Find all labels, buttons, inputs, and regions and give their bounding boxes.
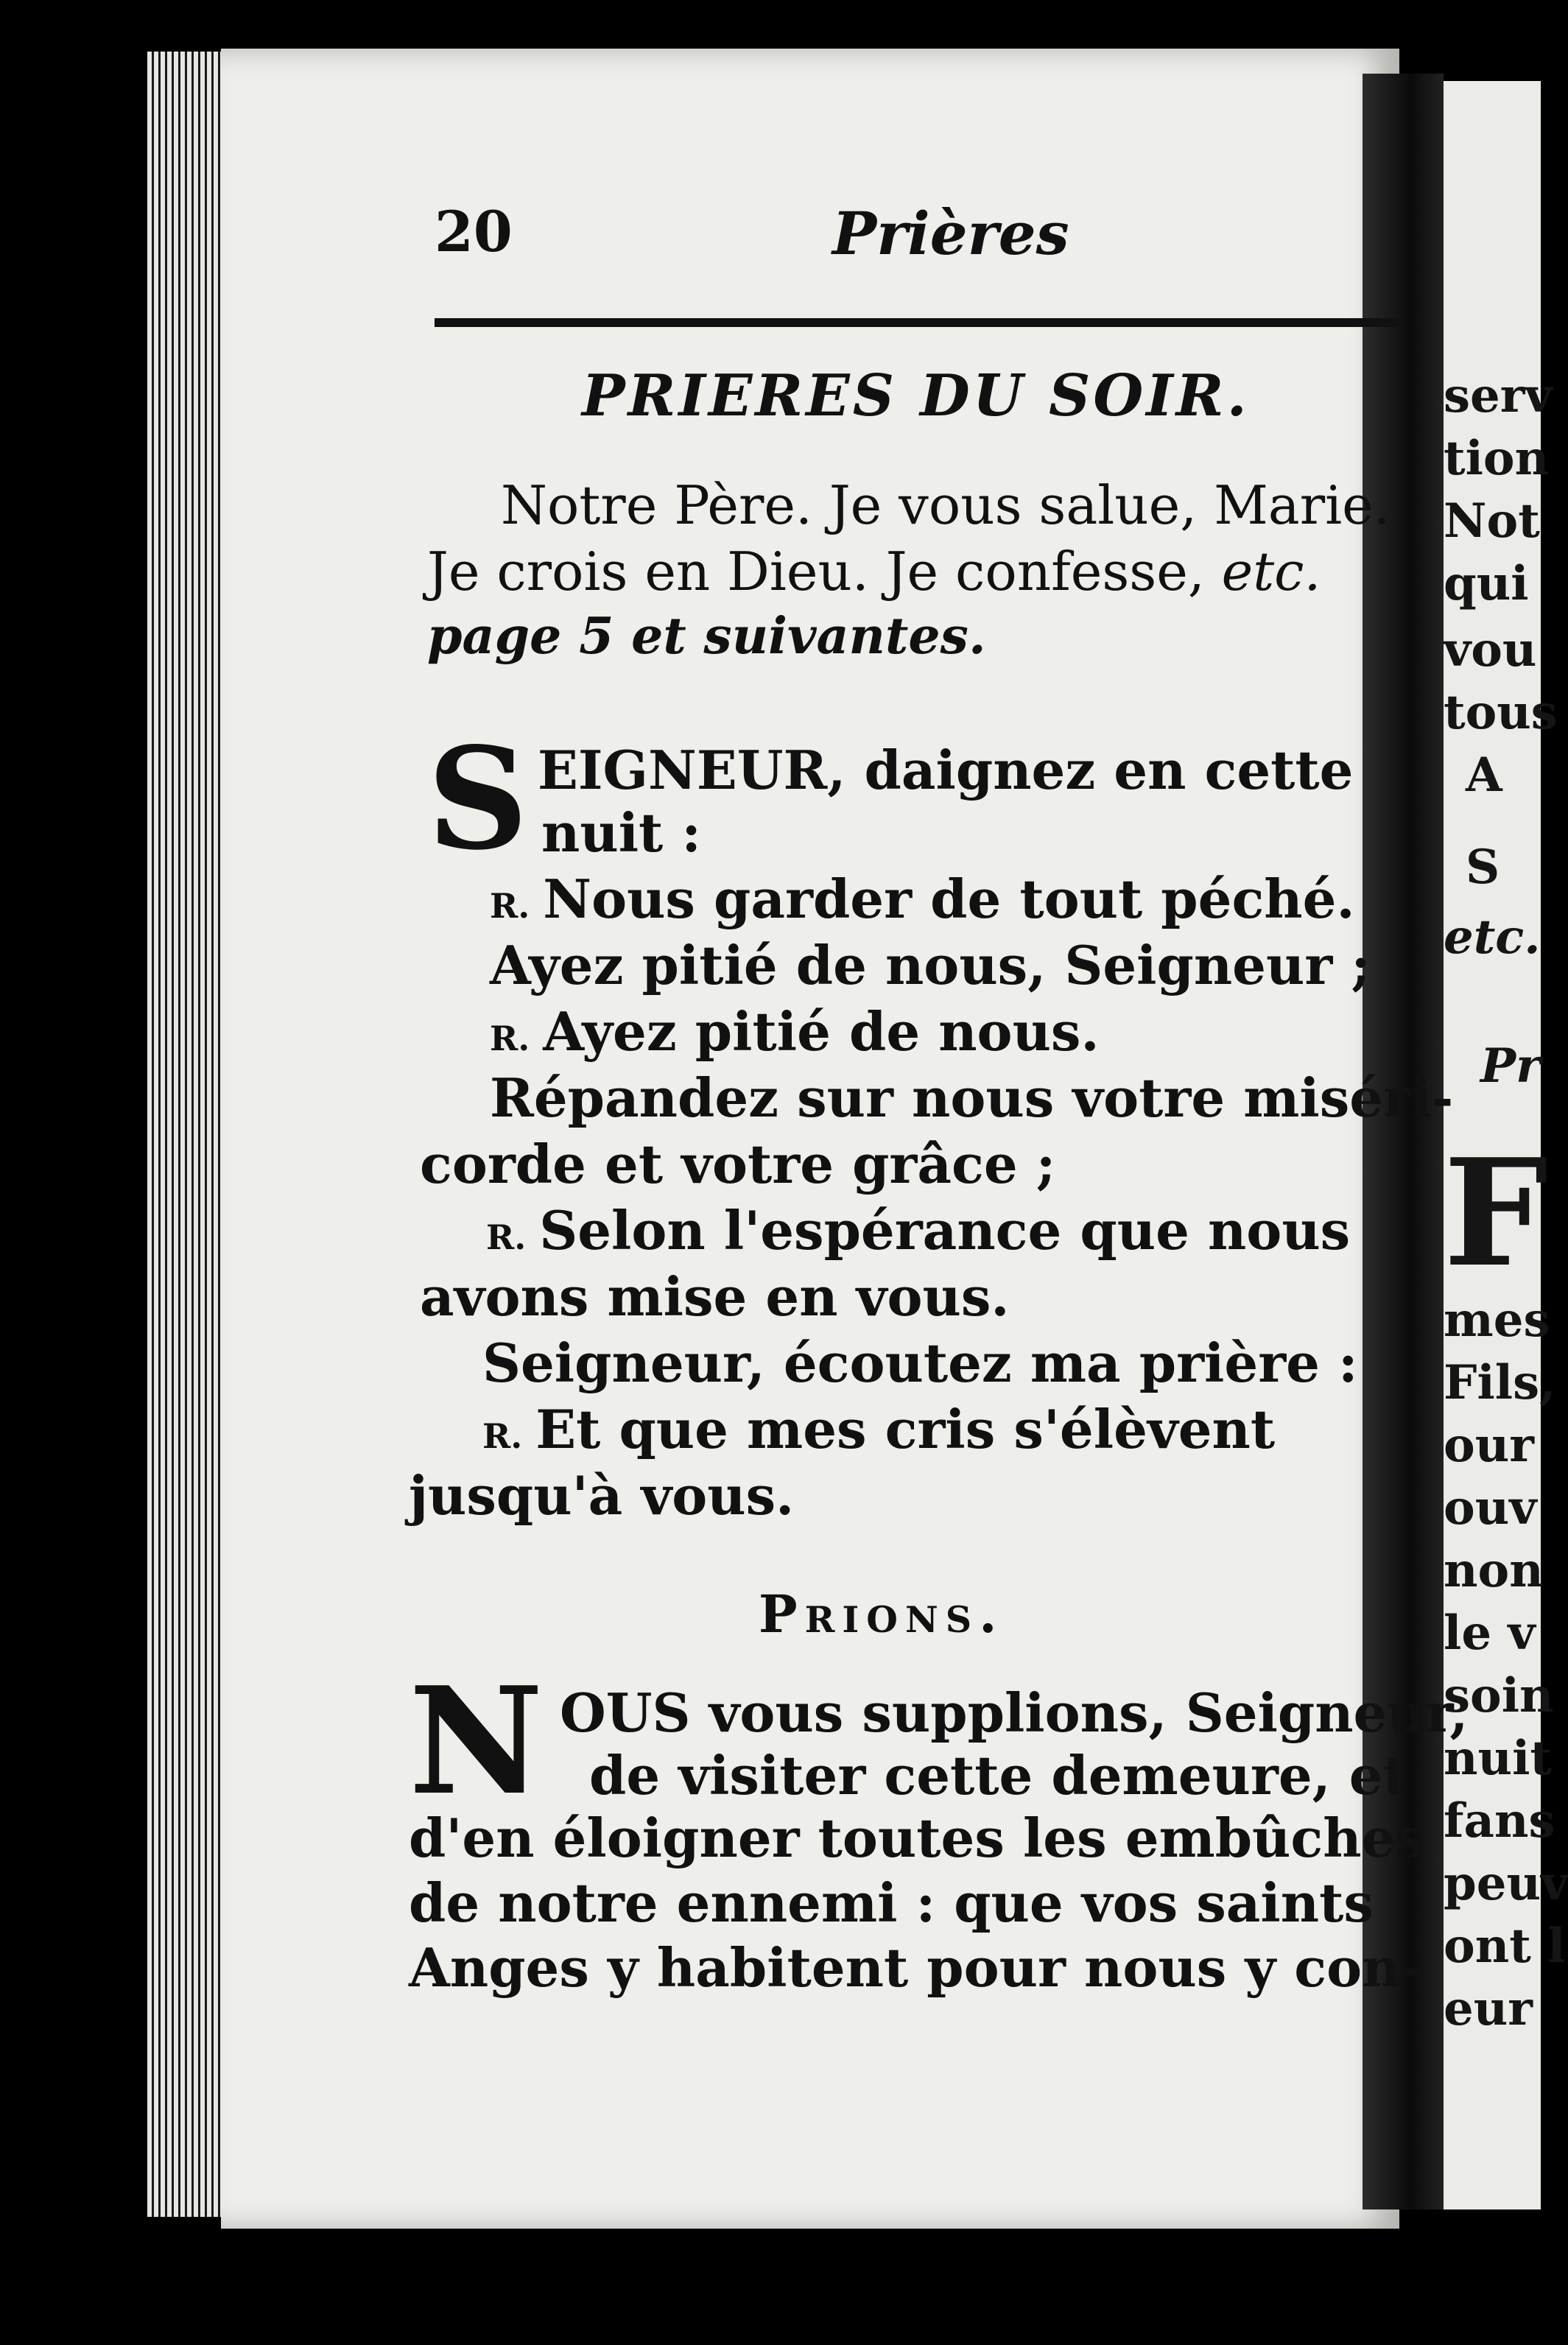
facing-fragment: Not (1444, 493, 1540, 549)
facing-fragment: F (1444, 1127, 1548, 1300)
response-line: avons mise en vous. (420, 1265, 1010, 1328)
prayer-line: de visiter cette demeure, et (589, 1744, 1407, 1807)
facing-fragment: le v (1444, 1606, 1536, 1661)
facing-fragment: nuit (1444, 1731, 1552, 1786)
facing-fragment: serv (1444, 368, 1553, 423)
response-text: Et que mes cris s'élèvent (535, 1398, 1276, 1460)
prayer-line: d'en éloigner toutes les embûches (409, 1807, 1425, 1869)
versicle-line: EIGNEUR, daignez en cette (538, 739, 1354, 801)
intro-line (427, 541, 1321, 602)
intro-etc: etc. (1221, 541, 1321, 602)
prayer-line: Anges y habitent pour nous y con- (409, 1936, 1423, 1999)
facing-fragment: non (1444, 1543, 1544, 1598)
facing-fragment: our (1444, 1418, 1534, 1473)
facing-fragment: fans (1444, 1793, 1555, 1849)
facing-fragment: ouv (1444, 1480, 1537, 1536)
dropcap-n: N (409, 1655, 544, 1828)
facing-fragment: S (1466, 840, 1500, 895)
versicle-line: Ayez pitié de nous, Seigneur ; (490, 934, 1371, 996)
response-mark: R. (490, 886, 530, 926)
versicle-line: corde et votre grâce ; (420, 1133, 1056, 1195)
response-line (490, 868, 1355, 930)
prayer-line: de notre ennemi : que vos saints (409, 1871, 1374, 1934)
response-line (490, 1000, 1100, 1063)
facing-fragment: tion (1444, 431, 1550, 486)
facing-fragment: peuv (1444, 1856, 1568, 1911)
facing-fragment: eur (1444, 1981, 1533, 2036)
facing-page (1444, 81, 1568, 2209)
versicle-line: nuit : (541, 801, 701, 864)
intro-line-text: Je crois en Dieu. Je confesse, (427, 541, 1222, 602)
intro-page-ref: page 5 et suivantes. (427, 607, 986, 666)
facing-fragment: Fils, (1444, 1355, 1556, 1410)
page-number: 20 (435, 199, 513, 264)
facing-fragment: tous (1444, 685, 1558, 740)
facing-fragment: etc. (1444, 910, 1541, 965)
running-title: Prières (832, 199, 1069, 268)
response-line (482, 1398, 1276, 1460)
header-rule (435, 318, 1399, 327)
response-line (486, 1199, 1351, 1262)
facing-fragment: vou (1444, 622, 1537, 678)
response-mark: R. (482, 1416, 523, 1456)
response-text: Ayez pitié de nous. (543, 1000, 1100, 1063)
response-mark: R. (486, 1217, 527, 1257)
section-title: PRIERES DU SOIR. (582, 362, 1250, 429)
versicle-line: Répandez sur nous votre miséri- (490, 1066, 1454, 1129)
prayer-line: OUS vous supplions, Seigneur, (560, 1681, 1469, 1744)
response-text: Nous garder de tout péché. (543, 868, 1355, 930)
response-line: jusqu'à vous. (409, 1464, 795, 1527)
facing-fragment: A (1466, 748, 1502, 803)
book-gutter (1363, 74, 1444, 2209)
facing-fragment: qui (1444, 556, 1529, 611)
facing-fragment: Pr (1480, 1038, 1541, 1094)
intro-line: Notre Père. Je vous salue, Marie. (501, 474, 1391, 536)
dropcap-s: S (427, 717, 529, 881)
facing-fragment: ont l (1444, 1919, 1566, 1974)
prayer-heading: Prions. (759, 1583, 1005, 1645)
facing-fragment: soin (1444, 1668, 1554, 1723)
running-head (435, 199, 1392, 280)
facing-fragment: mes (1444, 1293, 1550, 1348)
response-mark: R. (490, 1019, 530, 1058)
versicle-line: Seigneur, écoutez ma prière : (482, 1332, 1358, 1394)
response-text: Selon l'espérance que nous (539, 1199, 1351, 1262)
